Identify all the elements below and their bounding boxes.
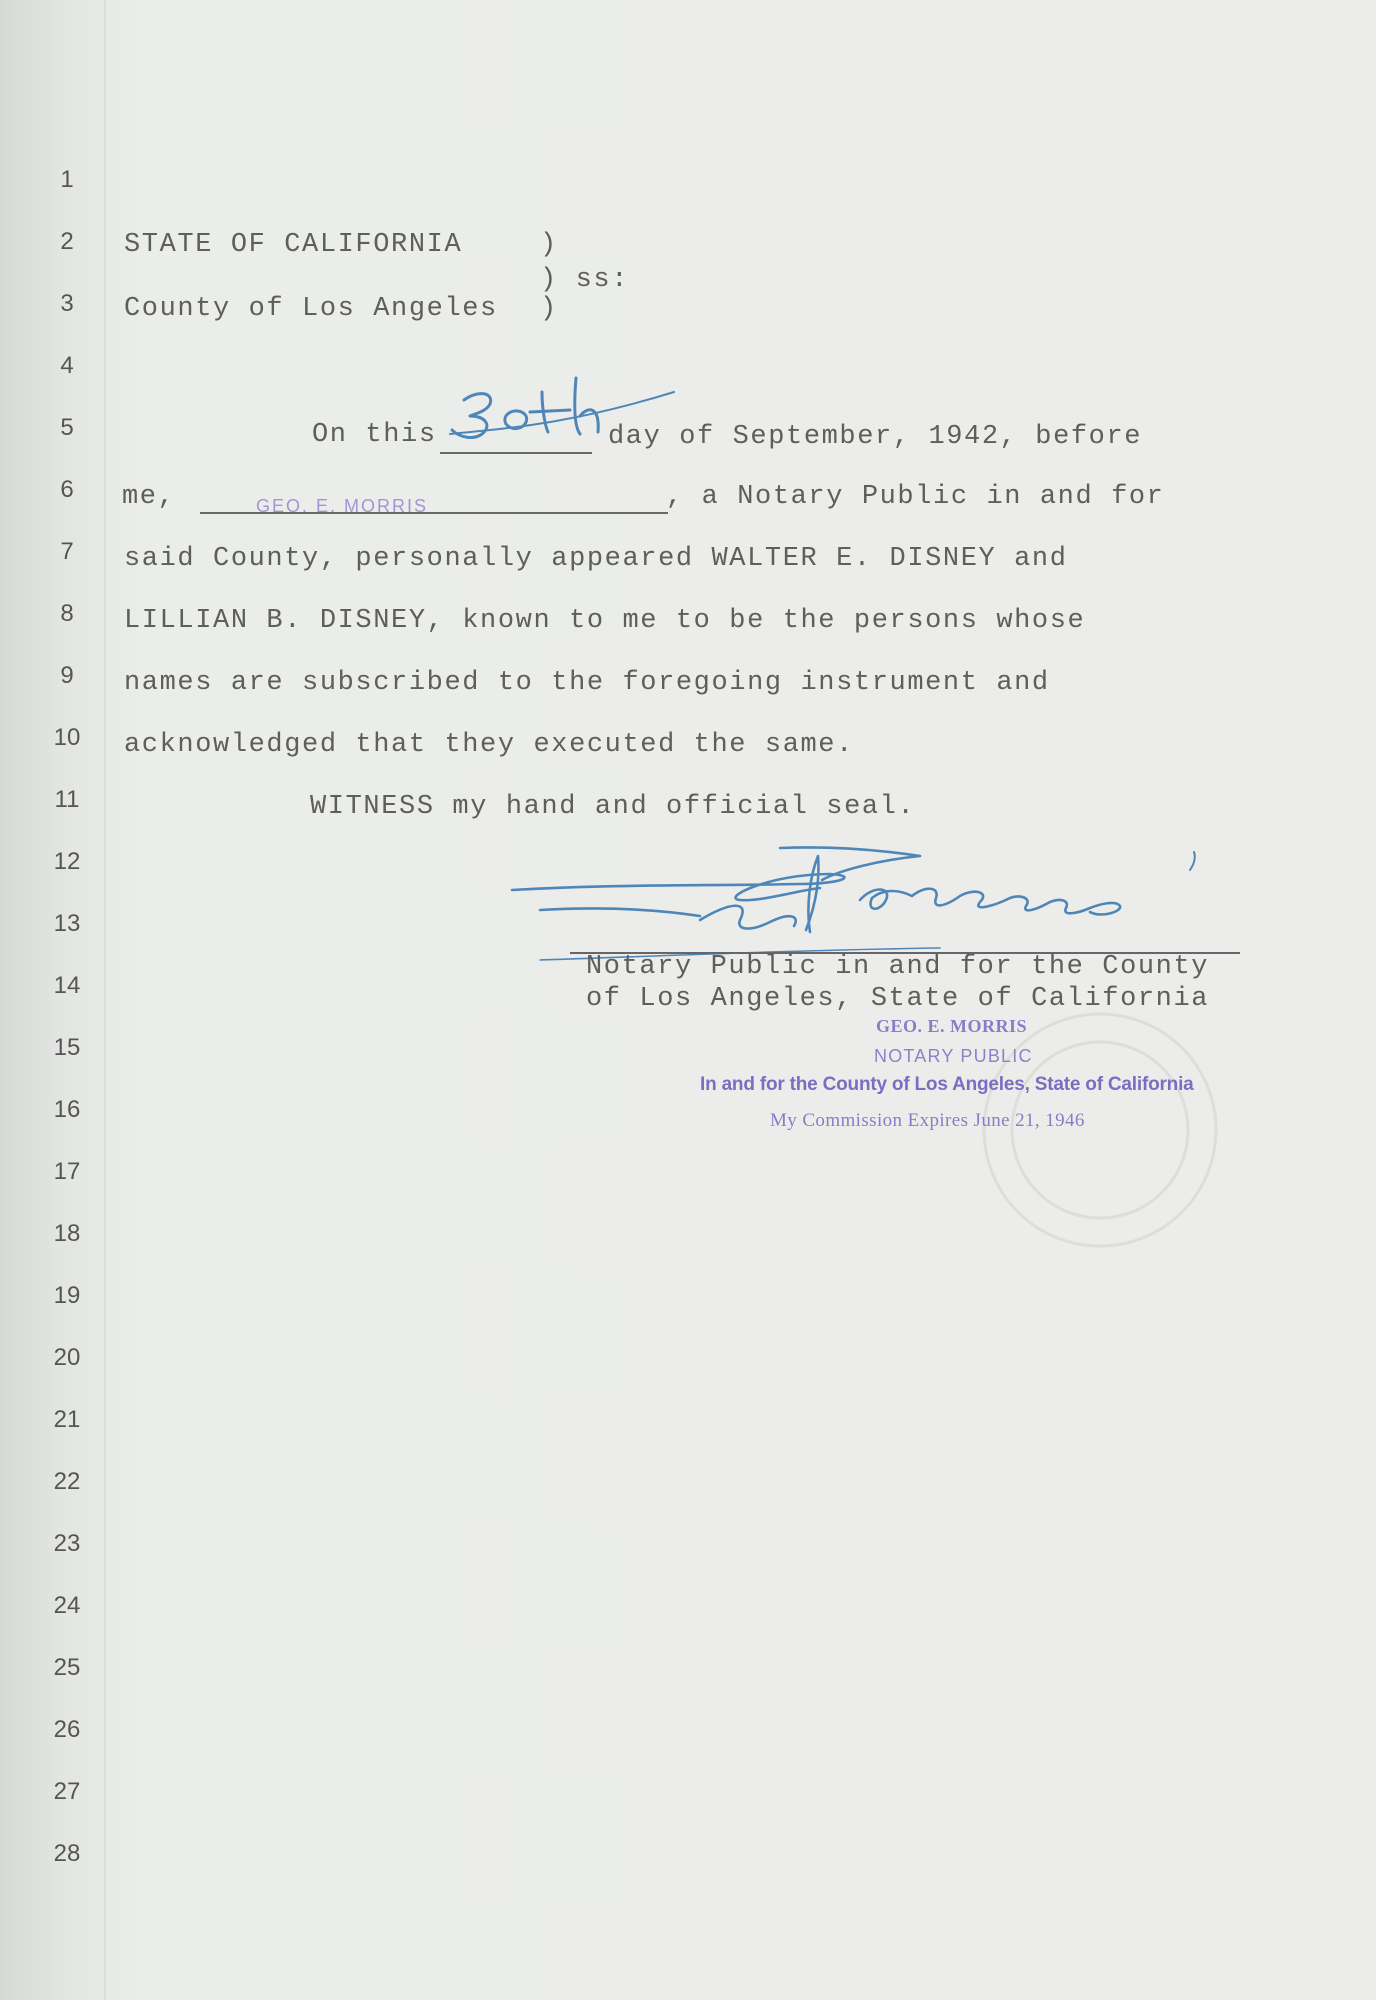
body-line7: said County, personally appeared WALTER E. DISNEY and [124,544,1068,574]
venue-county: County of Los Angeles [124,294,498,324]
line-number: 1 [60,166,74,193]
line-number: 17 [53,1158,81,1185]
line-number: 15 [53,1034,81,1061]
line-number: 9 [60,662,74,689]
body-line6-suffix: , a Notary Public in and for [666,482,1165,512]
line-number: 2 [60,228,74,255]
stamp-title: NOTARY PUBLIC [874,1046,1033,1066]
line-number: 18 [53,1220,81,1247]
line-number: 6 [60,476,74,503]
line-number: 14 [53,972,81,999]
line-number: 5 [60,414,74,441]
line-number: 3 [60,290,74,317]
line-number: 25 [53,1654,81,1681]
line-number: 19 [53,1282,81,1309]
stamped-notary-name: GEO. E. MORRIS [256,496,429,516]
line-number: 21 [53,1406,81,1433]
line-number: 12 [53,848,81,875]
line-number: 16 [53,1096,81,1123]
line-number: 24 [53,1592,81,1619]
body-line10: acknowledged that they executed the same. [124,730,854,760]
line-number: 7 [60,538,74,565]
line-number: 8 [60,600,74,627]
witness-line: WITNESS my hand and official seal. [310,792,916,822]
margin-rule [104,0,106,2000]
venue-ss: ) ss: [540,265,630,295]
signature-caption-line1: Notary Public in and for the County [586,952,1210,982]
line-number: 26 [53,1716,81,1743]
venue-paren-top: ) [540,230,558,260]
body-line8: LILLIAN B. DISNEY, known to me to be the persons whose [124,606,1086,636]
stamp-name: GEO. E. MORRIS [876,1016,1028,1036]
line-number: 20 [53,1344,81,1371]
signature-caption-line2: of Los Angeles, State of California [586,984,1210,1014]
stamp-jurisdiction: In and for the County of Los Angeles, State of California [700,1074,1194,1095]
line-number: 11 [54,786,80,813]
line-number: 13 [53,910,81,937]
body-line5-suffix: day of September, 1942, before [608,422,1143,452]
line-number: 27 [53,1778,81,1805]
body-line6-prefix: me, [122,482,176,512]
line-number: 10 [53,724,81,751]
line-number: 23 [53,1530,81,1557]
line-number: 28 [53,1840,81,1867]
line-number: 4 [60,352,74,379]
line-number: 22 [53,1468,81,1495]
venue-paren-bottom: ) [540,294,558,324]
body-line9: names are subscribed to the foregoing instrument and [124,668,1050,698]
body-line5-prefix: On this [312,420,437,450]
stamp-commission: My Commission Expires June 21, 1946 [770,1110,1085,1131]
venue-state: STATE OF CALIFORNIA [124,230,463,260]
